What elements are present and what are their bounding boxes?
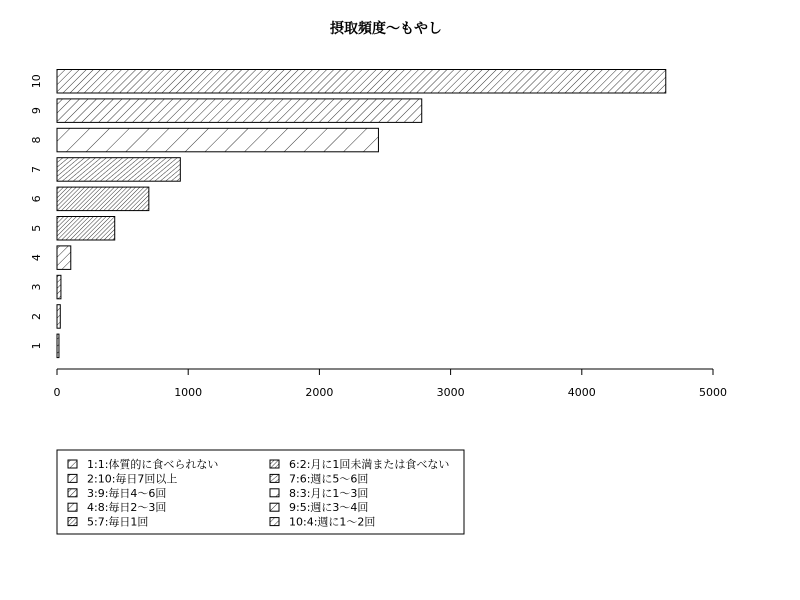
bar-6: [57, 187, 149, 211]
y-tick-label: 7: [30, 165, 43, 173]
bar-8: [57, 128, 378, 152]
bars-layer: [57, 70, 666, 358]
y-tick-label: 1: [30, 342, 43, 350]
x-tick-label: 2000: [305, 386, 334, 399]
y-tick-label: 5: [30, 224, 43, 232]
legend-swatch-6: [270, 460, 279, 468]
y-tick-label: 10: [30, 74, 43, 89]
legend-label-8: 8:3:月に1～3回: [289, 486, 369, 500]
x-tick-label: 5000: [699, 386, 727, 399]
chart-title: 摂取頻度～もやし: [330, 21, 442, 37]
legend-label-10: 10:4:週に1～2回: [289, 515, 376, 529]
legend-swatch-9: [270, 503, 279, 511]
x-tick-label: 0: [53, 386, 61, 399]
y-tick-label: 3: [30, 283, 43, 291]
bar-9: [57, 99, 422, 123]
legend-label-6: 6:2:月に1回未満または食べない: [289, 458, 450, 471]
y-tick-label: 8: [30, 136, 43, 144]
bar-2: [57, 305, 60, 329]
y-tick-label: 4: [30, 254, 43, 262]
bar-1: [57, 334, 59, 358]
legend-swatch-2: [68, 474, 77, 482]
bar-5: [57, 217, 115, 241]
bar-4: [57, 246, 71, 270]
legend-label-3: 3:9:毎日4～6回: [87, 486, 167, 500]
x-tick-label: 3000: [436, 386, 465, 399]
legend-label-5: 5:7:毎日1回: [87, 515, 149, 529]
legend: [57, 450, 464, 534]
y-tick-label: 9: [30, 107, 43, 115]
y-tick-label: 2: [30, 312, 43, 320]
legend-swatch-8: [270, 489, 279, 497]
legend-label-4: 4:8:毎日2～3回: [87, 501, 167, 515]
bar-3: [57, 275, 61, 299]
y-axis: [30, 74, 43, 349]
legend-label-9: 9:5:週に3～4回: [289, 501, 369, 515]
y-tick-label: 6: [30, 195, 43, 203]
legend-label-1: 1:1:体質的に食べられない: [87, 458, 219, 471]
legend-swatch-7: [270, 474, 279, 482]
legend-label-7: 7:6:週に5～6回: [289, 472, 369, 486]
legend-label-2: 2:10:毎日7回以上: [87, 472, 178, 486]
legend-swatch-5: [68, 518, 77, 526]
bar-7: [57, 158, 180, 182]
bar-10: [57, 70, 666, 94]
legend-swatch-10: [270, 518, 279, 526]
x-tick-label: 4000: [567, 386, 596, 399]
x-axis: [54, 369, 728, 399]
x-tick-label: 1000: [174, 386, 203, 399]
legend-swatch-1: [68, 460, 77, 468]
legend-swatch-4: [68, 503, 77, 511]
legend-swatch-3: [68, 489, 77, 497]
